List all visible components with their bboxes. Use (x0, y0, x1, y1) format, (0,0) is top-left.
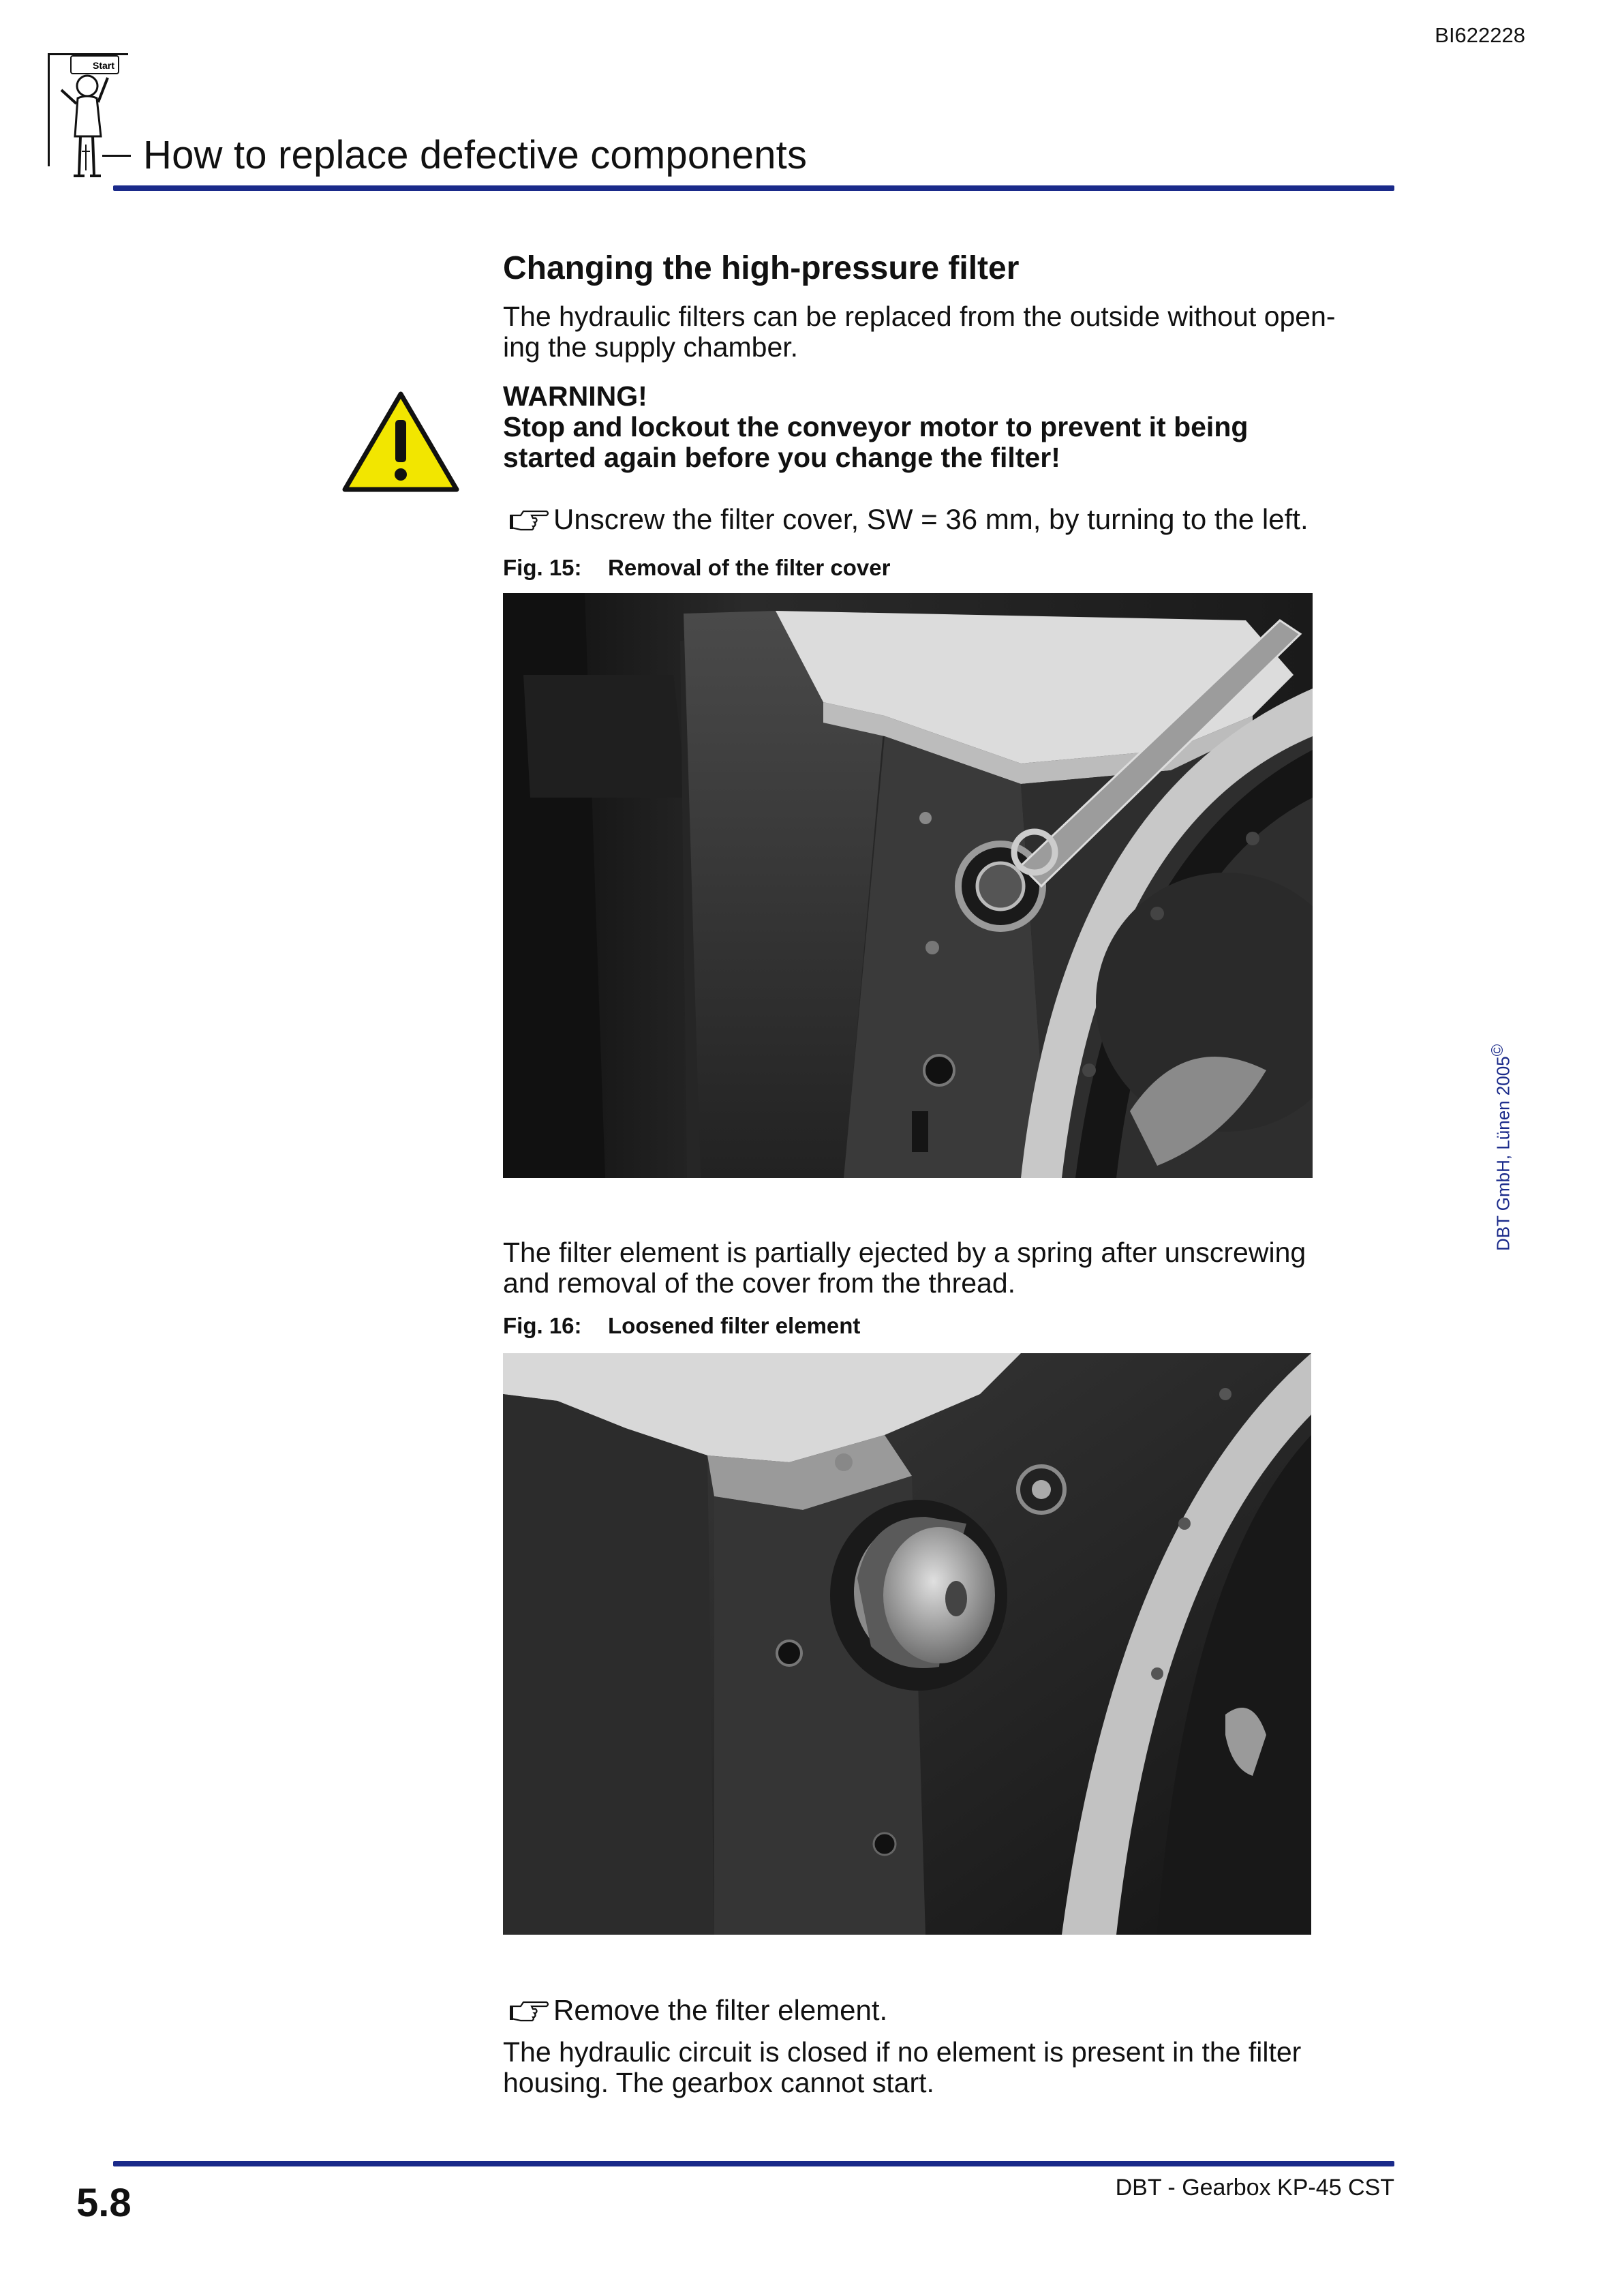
warning-line-1: Stop and lockout the conveyor motor to prevent it being (503, 411, 1249, 442)
header-dash (102, 155, 131, 157)
warning-triangle-icon (341, 390, 461, 494)
warning-line-2: started again before you change the filter! (503, 442, 1060, 473)
document-id: BI622228 (1435, 23, 1525, 47)
copyright-notice (1488, 1044, 1514, 1251)
step-1-text: Unscrew the filter cover, SW = 36 mm, by turning to the left. (553, 503, 1309, 535)
page-header-title: How to replace defective components (143, 133, 808, 177)
warning-block (503, 381, 1397, 473)
paragraph-3-line-2: housing. The gearbox cannot start. (503, 2067, 934, 2098)
paragraph-3 (503, 2037, 1397, 2098)
header-rule (113, 185, 1394, 191)
figure-16-photo (503, 1353, 1311, 1935)
instruction-step-1 (508, 503, 1309, 536)
figure-15-number: Fig. 15: (503, 555, 582, 580)
copyright-text: DBT GmbH, Lünen 2005 (1493, 1056, 1514, 1251)
figure-15-caption (503, 555, 890, 581)
figure-16-title: Loosened filter element (608, 1313, 861, 1338)
figure-16-number: Fig. 16: (503, 1313, 582, 1338)
logo-label: Start (93, 60, 114, 71)
start-figure-icon (44, 49, 139, 185)
paragraph-3-line-1: The hydraulic circuit is closed if no element is present in the filter (503, 2036, 1302, 2068)
copyright-symbol: © (1488, 1044, 1507, 1057)
paragraph-2-line-2: and removal of the cover from the thread. (503, 1267, 1016, 1299)
pointing-hand-icon (508, 507, 551, 532)
pointing-hand-icon (508, 1998, 551, 2023)
footer-document-title: DBT - Gearbox KP-45 CST (1115, 2175, 1394, 2201)
paragraph-2 (503, 1237, 1397, 1299)
footer-rule (113, 2161, 1394, 2166)
figure-16-caption (503, 1313, 860, 1339)
instruction-step-2 (508, 1994, 887, 2027)
intro-line-2: ing the supply chamber. (503, 331, 799, 363)
intro-paragraph (503, 301, 1397, 363)
paragraph-2-line-1: The filter element is partially ejected by a spring after unscrewing (503, 1237, 1306, 1268)
warning-heading: WARNING! (503, 380, 647, 412)
page-number: 5.8 (76, 2181, 132, 2225)
figure-15-title: Removal of the filter cover (608, 555, 891, 580)
section-title: Changing the high-pressure filter (503, 250, 1020, 286)
figure-15-photo (503, 593, 1313, 1178)
intro-line-1: The hydraulic filters can be replaced from the outside without open- (503, 301, 1336, 332)
step-2-text: Remove the filter element. (553, 1994, 888, 2026)
